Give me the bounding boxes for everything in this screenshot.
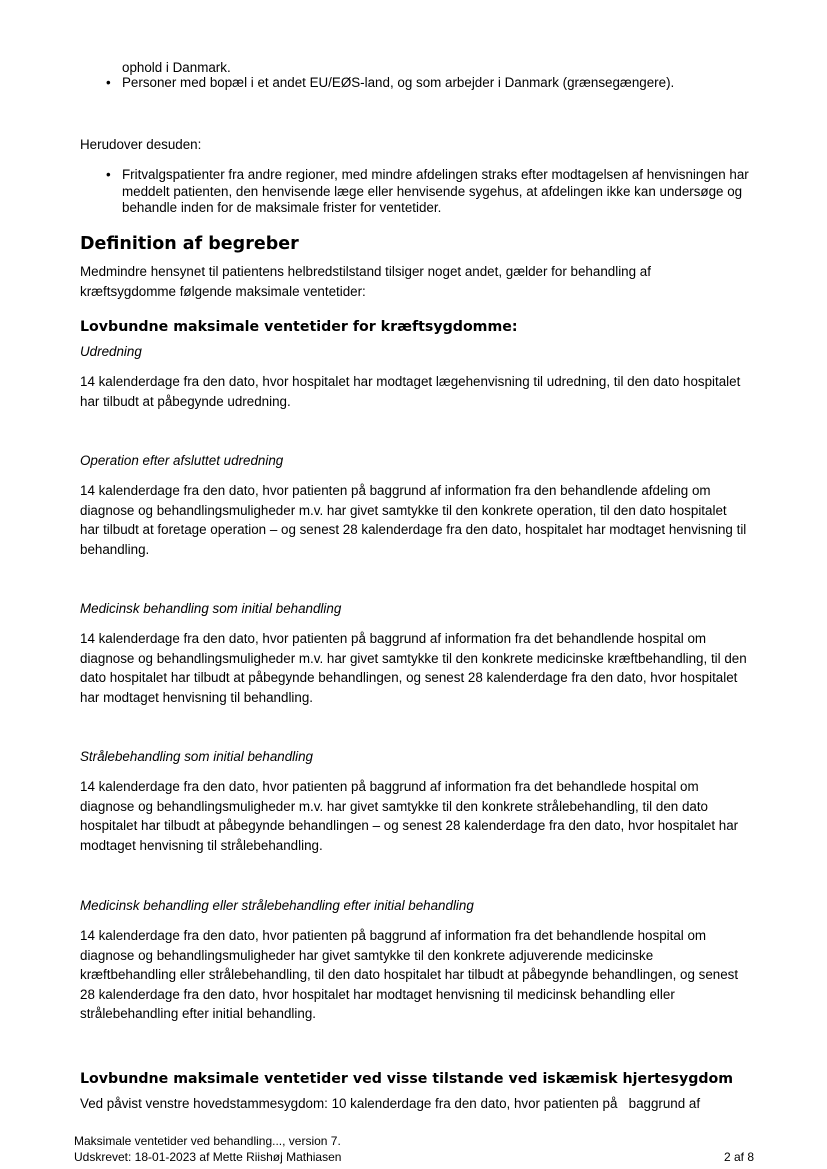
list-item-text: Personer med bopæl i et andet EU/EØS-land, og som arbejder i Danmark (grænsegængere). — [122, 75, 675, 90]
section-title-operation: Operation efter afsluttet udredning — [80, 453, 284, 468]
bullet-icon: • — [106, 75, 111, 90]
continued-bullet-text: ophold i Danmark. — [122, 60, 231, 75]
list-item — [106, 75, 766, 92]
section-title-efter-initial: Medicinsk behandling eller strålebehandling efter initial behandling — [80, 898, 474, 913]
definition-intro: Medmindre hensynet til patientens helbredstilstand tilsiger noget andet, gælder for behandling af kræftsygdomme følgende maksimale ventetider: — [80, 264, 651, 299]
section-text-efter-initial: 14 kalenderdage fra den dato, hvor patienten på baggrund af information fra det behandlende hospital om diagnose og behandlingsmuligheder har givet samtykke til den konkrete adjuverende medicinske kræftbehandling eller strålebehandling, til den dato hospitalet har tilbudt at påbegynde behandlingen, og senest 28 kalenderdage fra den dato, hvor hospitalet har modtaget henvisning til medicinsk behandling eller strålebehandling efter initial behandling. — [80, 928, 739, 1022]
section-text-operation: 14 kalenderdage fra den dato, hvor patienten på baggrund af information fra den behandlende afdeling om diagnose og behandlingsmuligheder m.v. har givet samtykke til den konkrete operation, til den dato hospitalet har tilbudt at foretage operation – og senest 28 kalenderdage fra den dato, hospitalet har modtaget henvisning til behandling. — [80, 483, 747, 557]
fritvalg-bullet-list — [106, 167, 756, 217]
bullet-icon: • — [106, 167, 111, 182]
footer-page-number: 2 af 8 — [723, 1150, 754, 1164]
residence-bullet-list — [106, 75, 766, 92]
footer-printed: Udskrevet: 18-01-2023 af Mette Riishøj Mathiasen — [74, 1150, 342, 1164]
list-item — [106, 167, 756, 217]
heart-text: Ved påvist venstre hovedstammesygdom: 10 kalenderdage fra den dato, hvor patienten på baggrund af — [80, 1096, 701, 1111]
cancer-heading: Lovbundne maksimale ventetider for kræftsygdomme: — [80, 319, 518, 335]
section-title-udredning: Udredning — [80, 344, 142, 359]
section-text-straale: 14 kalenderdage fra den dato, hvor patienten på baggrund af information fra det behandlede hospital om diagnose og behandlingsmuligheder m.v. har givet samtykke til den konkrete strålebehandling, til den dato hospitalet har tilbudt at påbegynde behandlingen – og senest 28 kalenderdage fra den dato, hvor hospitalet har modtaget henvisning til strålebehandling. — [80, 779, 739, 853]
section-text-udredning: 14 kalenderdage fra den dato, hvor hospitalet har modtaget lægehenvisning til udredning, til den dato hospitalet har tilbudt at påbegynde udredning. — [80, 374, 741, 409]
section-title-straale: Strålebehandling som initial behandling — [80, 749, 314, 764]
herudover-paragraph: Herudover desuden: — [80, 137, 202, 152]
section-text-medicinsk: 14 kalenderdage fra den dato, hvor patienten på baggrund af information fra det behandlende hospital om diagnose og behandlingsmuligheder m.v. har givet samtykke til den konkrete medicinske kræftbehandling, til den dato hospitalet har tilbudt at påbegynde behandlingen, og senest 28 kalenderdage fra den dato, hvor hospitalet har modtaget henvisning til behandling. — [80, 631, 747, 705]
heart-heading: Lovbundne maksimale ventetider ved visse tilstande ved iskæmisk hjertesygdom — [80, 1071, 734, 1087]
footer-doc-title: Maksimale ventetider ved behandling..., version 7. — [74, 1134, 341, 1148]
list-item-text: Fritvalgspatienter fra andre regioner, med mindre afdelingen straks efter modtagelsen af henvisningen har meddelt patienten, den henvisende læge eller henvisende sygehus, at afdelingen ikke kan undersøge og behandle inden for de maksimale frister for ventetider. — [122, 167, 749, 216]
definition-heading: Definition af begreber — [80, 234, 299, 254]
section-title-medicinsk: Medicinsk behandling som initial behandling — [80, 601, 342, 616]
